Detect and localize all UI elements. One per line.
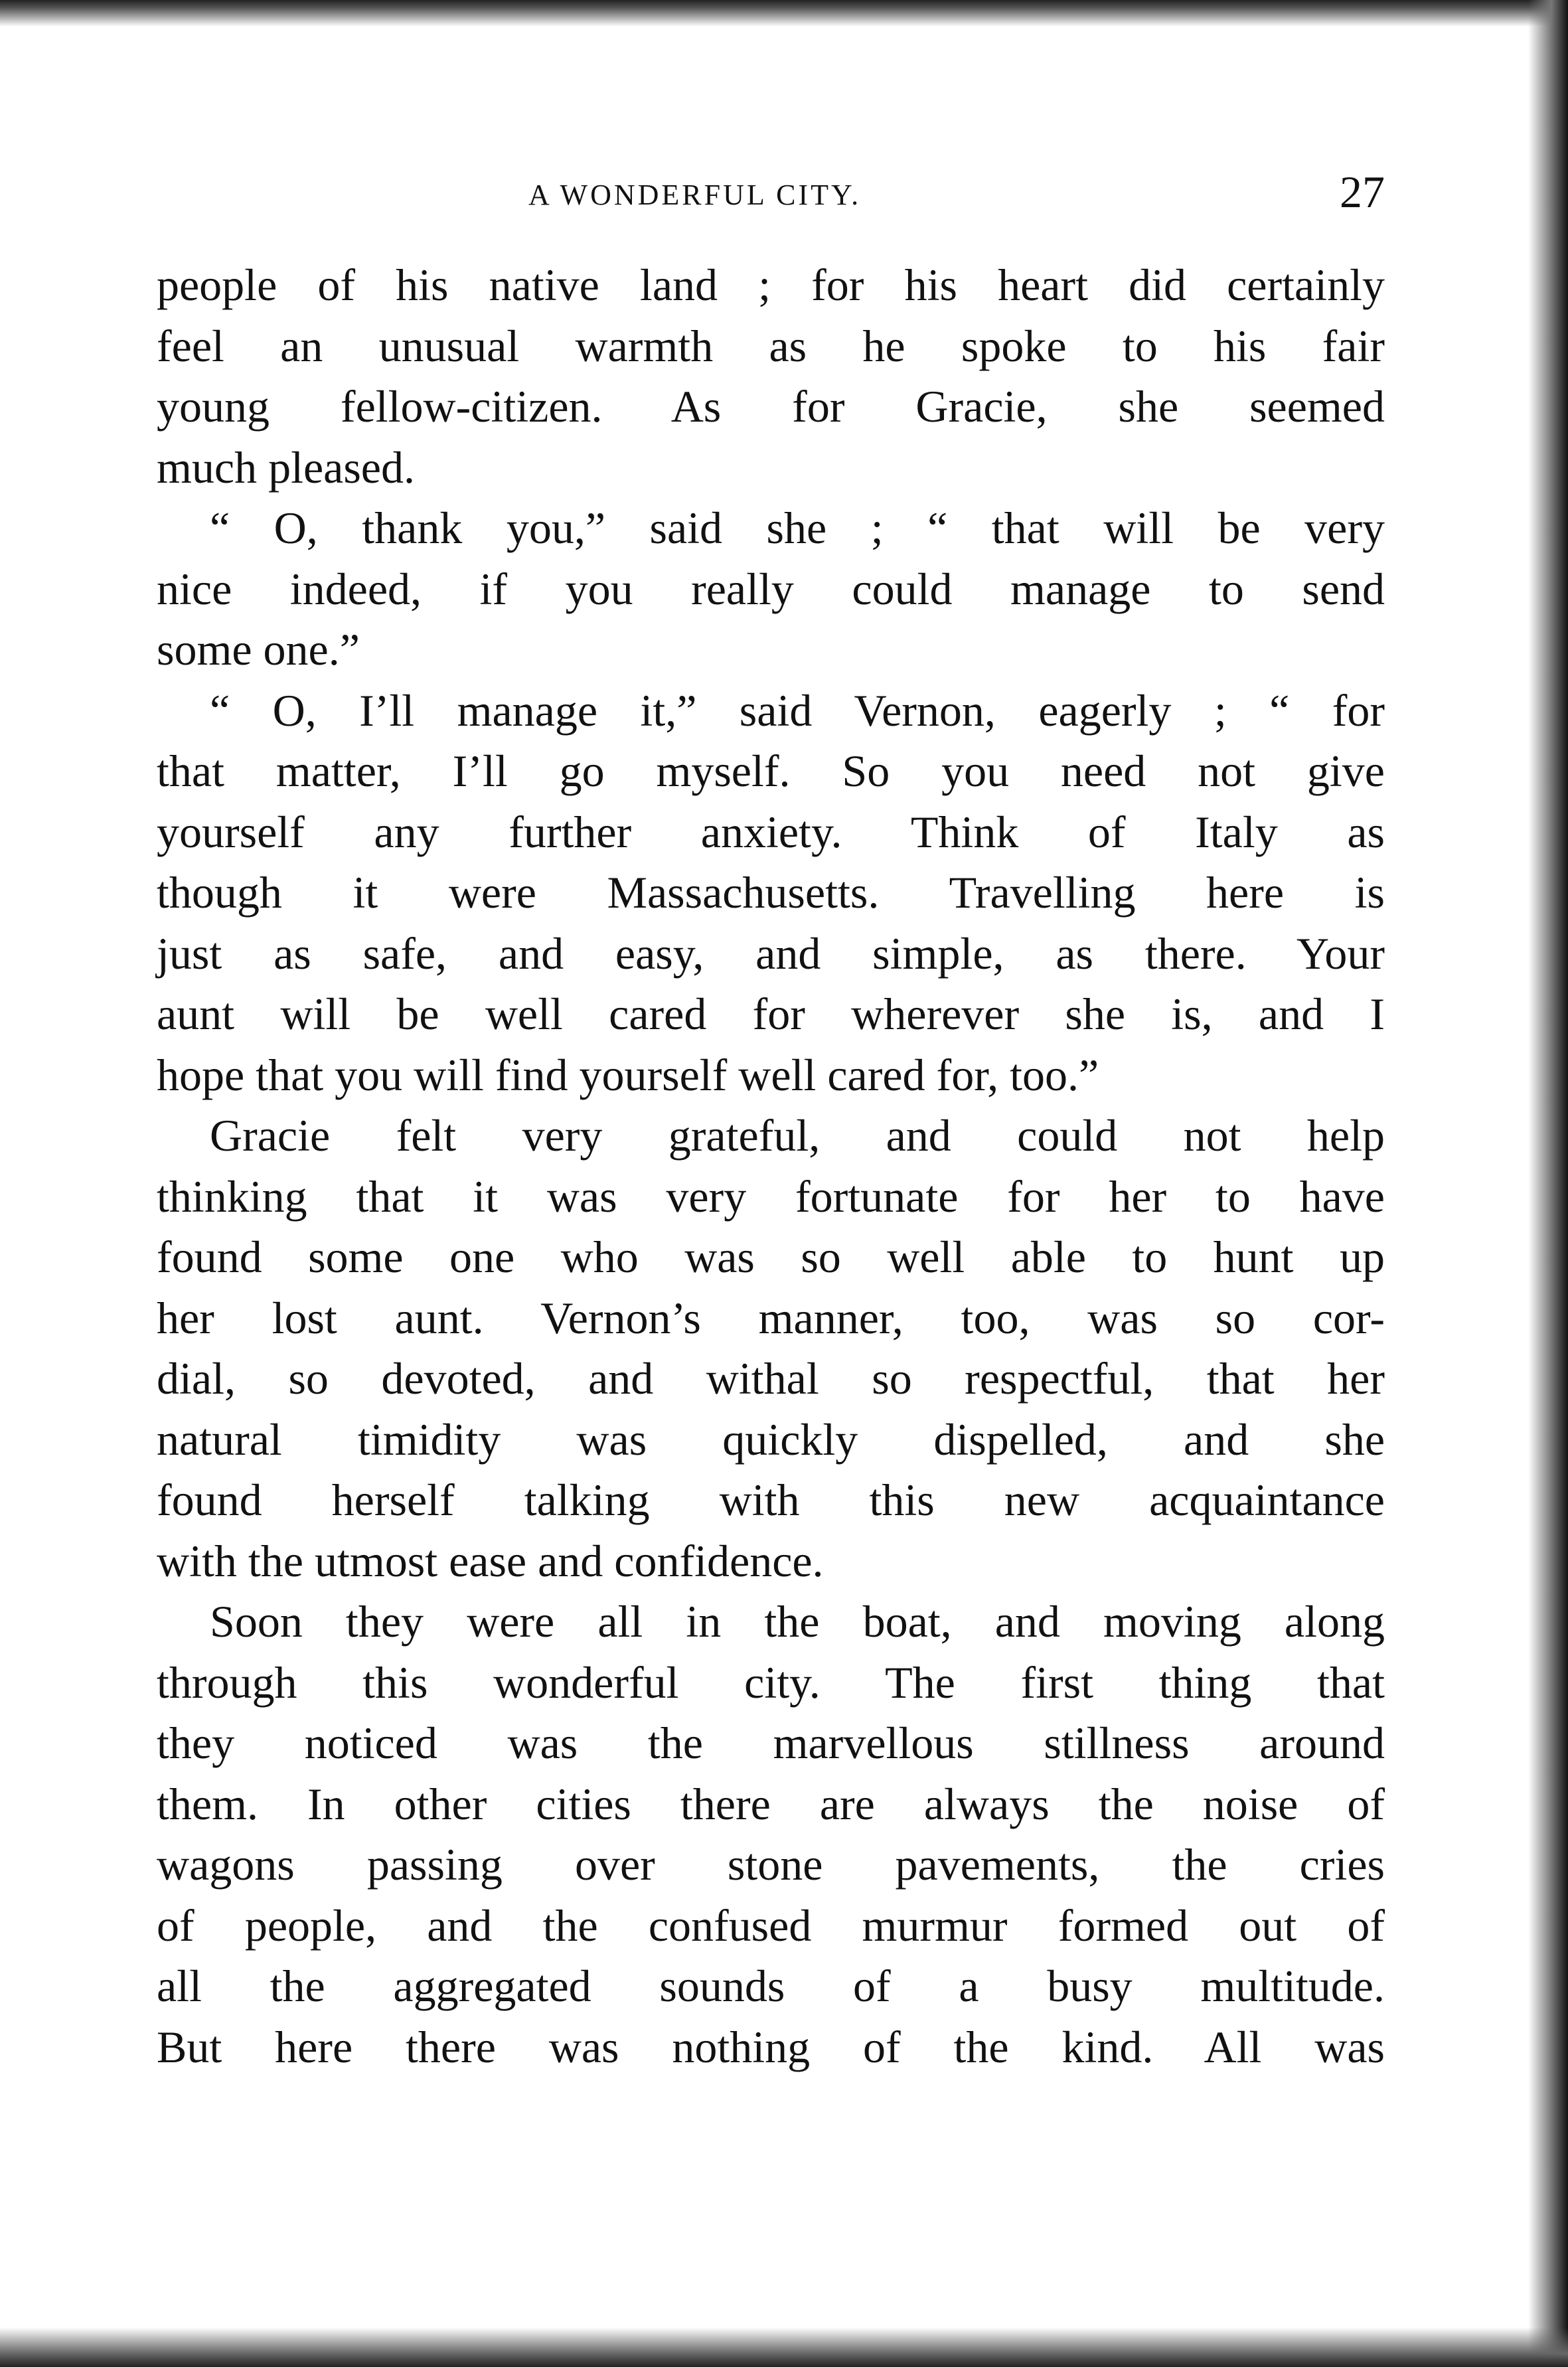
text-line: some one.” [157,624,360,675]
page-number: 27 [1340,167,1385,217]
text-line: they noticed was the marvellous stillness around [157,1718,1385,1768]
text-line: them. In other cities there are always the noise of [157,1778,1385,1829]
text-line: with the utmost ease and confidence. [157,1535,824,1586]
paragraph [157,1105,1385,1592]
text-line: all the aggregated sounds of a busy multitude. [157,1961,1385,2011]
text-line: feel an unusual warmth as he spoke to his fair [157,320,1385,371]
text-line: much pleased. [157,442,415,493]
text-line: found herself talking with this new acquaintance [157,1475,1385,1525]
text-line: through this wonderful city. The first thing that [157,1657,1385,1708]
text-line: her lost aunt. Vernon’s manner, too, was so cor- [157,1292,1385,1343]
paragraph [157,681,1385,1106]
text-line: But here there was nothing of the kind. All was [157,2021,1385,2072]
text-line: hope that you will find yourself well cared for, too.” [157,1049,1099,1100]
paragraph [157,1592,1385,2078]
running-head [157,166,1385,226]
text-line: natural timidity was quickly dispelled, and she [157,1414,1385,1465]
text-line: aunt will be well cared for wherever she is, and I [157,989,1385,1039]
text-line: Soon they were all in the boat, and moving along [210,1596,1385,1647]
chapter-title: A WONDERFUL CITY. [528,179,862,211]
paragraph [157,498,1385,681]
text-line: wagons passing over stone pavements, the cries [157,1839,1385,1890]
text-line: young fellow-citizen. As for Gracie, she seemed [157,381,1385,432]
body-text [157,255,1385,2078]
text-line: Gracie felt very grateful, and could not help [210,1110,1385,1161]
text-line: that matter, I’ll go myself. So you need not give [157,746,1385,796]
text-line: dial, so devoted, and withal so respectful, that her [157,1353,1385,1404]
book-page [157,166,1385,2078]
text-line: people of his native land ; for his heart did certainly [157,260,1385,310]
text-line: yourself any further anxiety. Think of Italy as [157,806,1385,857]
text-line: thinking that it was very fortunate for her to have [157,1171,1385,1222]
text-line: nice indeed, if you really could manage to send [157,563,1385,614]
scan-edge-right [1528,0,1568,2367]
text-line: of people, and the confused murmur formed out of [157,1900,1385,1951]
text-line: found some one who was so well able to hunt up [157,1232,1385,1282]
text-line: “ O, thank you,” said she ; “ that will be very [210,503,1385,553]
text-line: though it were Massachusetts. Travelling here is [157,867,1385,918]
text-line: just as safe, and easy, and simple, as there. Your [157,928,1385,979]
paragraph [157,255,1385,498]
scan-edge-bottom [0,2327,1568,2367]
text-line: “ O, I’ll manage it,” said Vernon, eagerly ; “ for [210,685,1385,736]
scan-edge-top [0,0,1568,27]
